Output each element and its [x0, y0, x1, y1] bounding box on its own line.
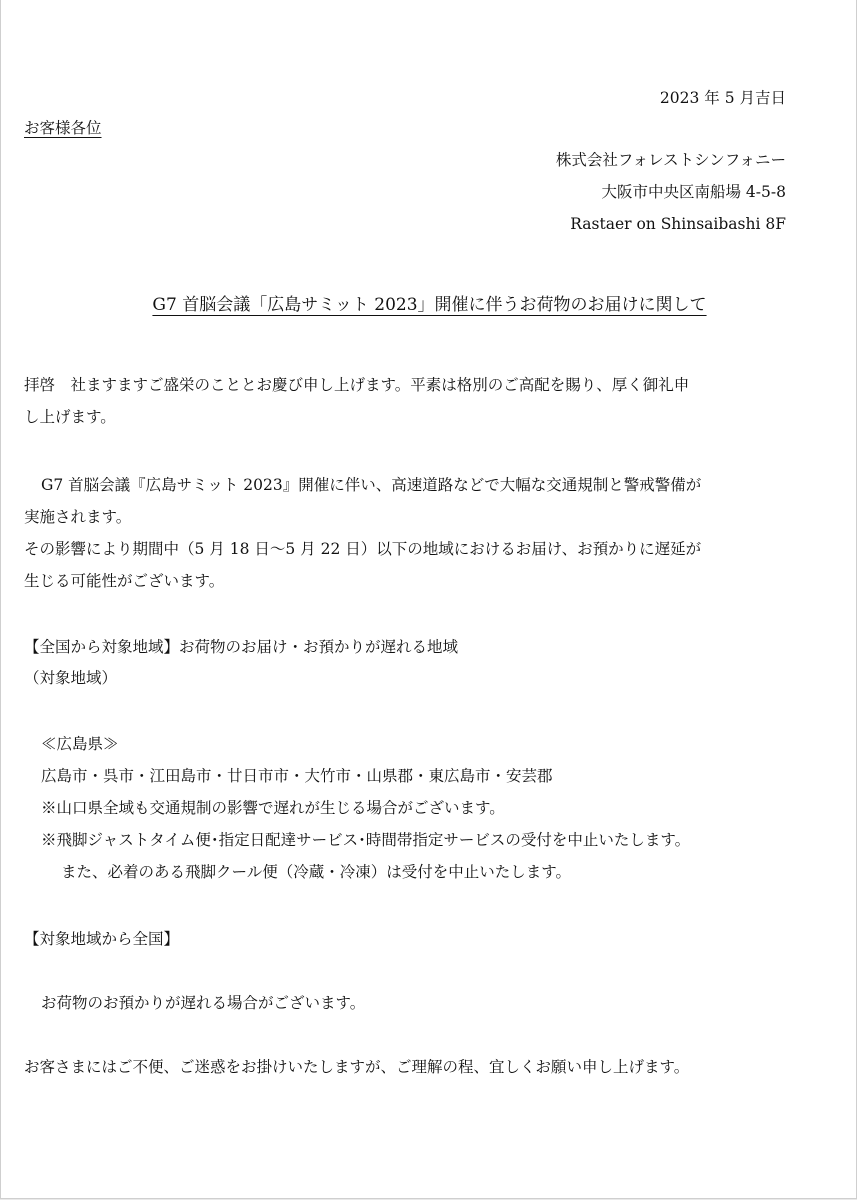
body-line-3: その影響により期間中（5 月 18 日〜5 月 22 日）以下の地域におけるお届け、お預かりに遅延が — [24, 540, 702, 558]
note-cool-delivery: また、必着のある飛脚クール便（冷蔵・冷凍）は受付を中止いたします。 — [61, 863, 571, 881]
note-yamaguchi: ※山口県全域も交通規制の影響で遅れが生じる場合がございます。 — [41, 799, 505, 817]
body-line-4: 生じる可能性がございます。 — [24, 572, 225, 590]
body-line-2: 実施されます。 — [24, 508, 132, 526]
target-areas: 広島市・呉市・江田島市・廿日市市・大竹市・山県郡・東広島市・安芸郡 — [41, 767, 553, 785]
prefecture-label: ≪広島県≫ — [41, 735, 119, 753]
greeting-line-2: し上げます。 — [24, 408, 116, 426]
body-line-1: G7 首脳会議『広島サミット 2023』開催に伴い、高速道路などで大幅な交通規制と警戒警備が — [41, 476, 702, 494]
greeting-line-1: 拝啓 社ますますご盛栄のこととお慶び申し上げます。平素は格別のご高配を賜り、厚く御礼申 — [24, 376, 690, 394]
section1-heading: 【全国から対象地域】お荷物のお届け・お預かりが遅れる地域 — [24, 638, 459, 656]
closing-line: お客さまにはご不便、ご迷惑をお掛けいたしますが、ご理解の程、宜しくお願い申し上げます。 — [24, 1058, 690, 1076]
sender-company: 株式会社フォレストシンフォニー — [555, 151, 786, 169]
section2-heading: 【対象地域から全国】 — [24, 930, 180, 948]
note-service-suspension: ※飛脚ジャストタイム便･指定日配達サービス･時間帯指定サービスの受付を中止いたします。 — [41, 831, 691, 849]
document-date: 2023 年 5 月吉日 — [659, 89, 786, 107]
document-title: G7 首脳会議「広島サミット 2023」開催に伴うお荷物のお届けに関して — [152, 295, 707, 315]
addressee: お客様各位 — [24, 119, 102, 137]
sender-address: 大阪市中央区南船場 4-5-8 — [601, 183, 786, 201]
section2-text: お荷物のお預かりが遅れる場合がございます。 — [41, 994, 366, 1012]
sender-building: Rastaer on Shinsaibashi 8F — [570, 215, 786, 233]
section1-subheading: （対象地域） — [24, 669, 118, 687]
